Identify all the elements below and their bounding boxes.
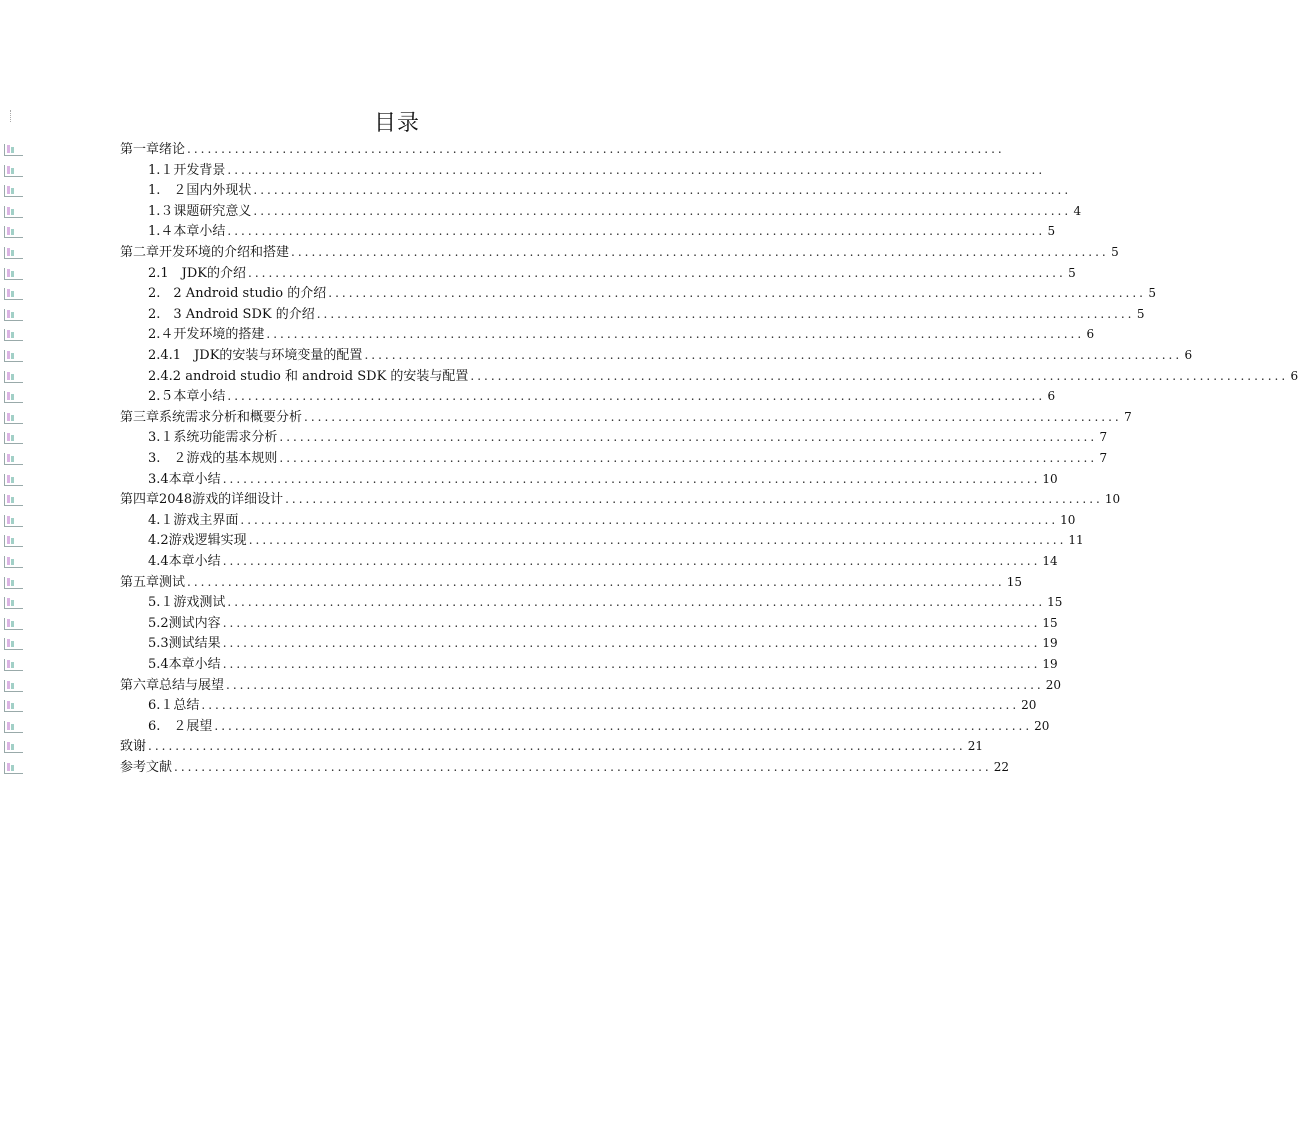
dot-leader: ........................................................................................................................: [253, 204, 1072, 218]
dot-leader: ........................................................................................................................: [364, 348, 1183, 362]
toc-entry[interactable]: [148, 695, 1037, 715]
dot-leader: ........................................................................................................................: [222, 472, 1041, 486]
field-marker-icon: [4, 412, 23, 424]
toc-entry[interactable]: [120, 242, 1119, 262]
dot-leader: ........................................................................................................................: [248, 266, 1066, 280]
toc-entry-label: 5.１游戏测试: [148, 595, 226, 610]
field-marker-icon: [4, 741, 23, 753]
toc-entry[interactable]: [148, 530, 1084, 550]
field-marker-icon: [4, 535, 23, 547]
field-marker-icon: [4, 453, 23, 465]
field-marker-icon: [4, 247, 23, 259]
dot-leader: ........................................................................................................................: [214, 719, 1033, 733]
toc-entry-label: 3.4本章小结: [148, 472, 221, 487]
toc-entry-page: 4: [1073, 204, 1082, 218]
toc-entry-page: 6: [1086, 327, 1095, 341]
toc-entry-label: 第六章总结与展望: [120, 678, 225, 693]
toc-entry-page: 22: [993, 760, 1010, 774]
dot-leader: ........................................................................................................................: [222, 616, 1041, 630]
toc-entry-label: 参考文献: [120, 760, 173, 775]
dot-leader: ........................................................................................................................: [222, 657, 1041, 671]
field-marker-icon: [4, 494, 23, 506]
toc-entry-page: 6: [1290, 369, 1298, 383]
field-marker-icon: [4, 206, 23, 218]
toc-entry-label: 1.３课题研究意义: [148, 204, 252, 219]
dot-leader: ........................................................................................................................: [266, 327, 1085, 341]
toc-entry[interactable]: [148, 160, 1046, 180]
toc-entry[interactable]: [148, 221, 1056, 241]
field-marker-icon: [4, 515, 23, 527]
toc-entry-label: 5.3测试结果: [148, 636, 221, 651]
toc-entry-label: 2. 2 Android studio 的介绍: [148, 286, 327, 301]
dot-leader: ........................................................................................................................: [227, 224, 1046, 238]
toc-entry-label: 第四章2048游戏的详细设计: [120, 492, 284, 507]
field-marker-icon: [4, 371, 23, 383]
toc-entry-page: 10: [1042, 472, 1058, 486]
toc-entry-label: 6. ２展望: [148, 719, 213, 734]
toc-entry-label: 1.４本章小结: [148, 224, 226, 239]
toc-entry-label: 第五章测试: [120, 575, 186, 590]
toc-entry-label: 2.4.2 android studio 和 android SDK 的安装与配置: [148, 369, 469, 384]
toc-entry-label: 1.１开发背景: [148, 163, 226, 178]
toc-entry-page: 5: [1111, 245, 1119, 259]
dot-leader: ........................................................................................................................: [222, 636, 1041, 650]
dot-leader: ........................................................................................................................: [470, 369, 1289, 383]
field-marker-icon: [4, 309, 23, 321]
toc-entry[interactable]: [148, 716, 1050, 736]
toc-entry[interactable]: [120, 407, 1132, 427]
toc-entry-label: 5.2测试内容: [148, 616, 221, 631]
toc-entry-page: 10: [1060, 513, 1076, 527]
toc-entry-label: 6.１总结: [148, 698, 200, 713]
toc-entry-page: 5: [1068, 266, 1076, 280]
dot-leader: ........................................................................................................................: [291, 245, 1109, 259]
field-marker-icon: [4, 762, 23, 774]
toc-entry-label: 2. 3 Android SDK 的介绍: [148, 307, 315, 322]
toc-entry-page: 21: [967, 739, 984, 753]
toc-entry[interactable]: [148, 180, 1072, 200]
toc-entry-page: 5: [1148, 286, 1156, 300]
dot-leader: ........................................................................................................................: [227, 163, 1046, 177]
toc-entry[interactable]: [148, 469, 1058, 489]
dot-leader: ........................................................................................................................: [174, 760, 992, 774]
field-marker-icon: [4, 474, 23, 486]
dot-leader: ........................................................................................................................: [201, 698, 1020, 712]
toc-entry-page: 15: [1042, 616, 1058, 630]
toc-entry-page: 15: [1047, 595, 1063, 609]
toc-entry[interactable]: [120, 757, 1010, 777]
field-marker-icon: [4, 329, 23, 341]
dot-leader: ........................................................................................................................: [279, 451, 1098, 465]
toc-entry[interactable]: [148, 633, 1058, 653]
toc-entry-label: 3. ２游戏的基本规则: [148, 451, 278, 466]
toc-entry[interactable]: [148, 448, 1108, 468]
field-marker-icon: [4, 165, 23, 177]
dot-leader: ........................................................................................................................: [240, 513, 1059, 527]
field-marker-icon: [4, 721, 23, 733]
dot-leader: ........................................................................................................................: [316, 307, 1135, 321]
toc-entry-label: 4.4本章小结: [148, 554, 221, 569]
toc-entry[interactable]: [148, 551, 1058, 571]
toc-entry-page: 14: [1042, 554, 1058, 568]
toc-entry[interactable]: [148, 386, 1056, 406]
toc-entry-page: 20: [1034, 719, 1050, 733]
toc-entry[interactable]: [148, 201, 1082, 221]
toc-entry[interactable]: [120, 572, 1023, 592]
dot-leader: ........................................................................................................................: [253, 183, 1072, 197]
dot-leader: ........................................................................................................................: [328, 286, 1146, 300]
field-marker-icon: [4, 556, 23, 568]
toc-entry-page: 20: [1045, 678, 1062, 692]
toc-entry-label: 1. ２国内外现状: [148, 183, 252, 198]
toc-entry[interactable]: [148, 263, 1076, 283]
page-title: 目录: [373, 111, 420, 136]
dot-leader: ........................................................................................................................: [187, 142, 1005, 156]
field-marker-icon: [4, 144, 23, 156]
toc-entry-label: 4.１游戏主界面: [148, 513, 239, 528]
toc-entry[interactable]: [120, 489, 1121, 509]
field-marker-icon: [4, 680, 23, 692]
field-marker-icon: [4, 618, 23, 630]
toc-entry-page: 7: [1124, 410, 1132, 424]
dot-leader: ........................................................................................................................: [222, 554, 1041, 568]
field-marker-icon: [4, 288, 23, 300]
toc-entry[interactable]: [148, 283, 1156, 303]
dot-leader: ........................................................................................................................: [227, 595, 1046, 609]
toc-entry[interactable]: [120, 736, 984, 756]
toc-entry-page: 20: [1021, 698, 1037, 712]
toc-entry-label: 第一章绪论: [120, 142, 186, 157]
field-marker-icon: [4, 432, 23, 444]
toc-entry[interactable]: [148, 613, 1058, 633]
dot-leader: ........................................................................................................................: [227, 389, 1046, 403]
toc-entry[interactable]: [120, 139, 1005, 159]
toc-entry[interactable]: [148, 345, 1193, 365]
toc-entry[interactable]: [148, 304, 1145, 324]
dot-leader: ........................................................................................................................: [279, 430, 1098, 444]
toc-entry[interactable]: [120, 675, 1062, 695]
dot-leader: ........................................................................................................................: [187, 575, 1005, 589]
toc-entry-page: 11: [1068, 533, 1084, 547]
toc-entry-page: 19: [1042, 657, 1058, 671]
field-marker-icon: [4, 391, 23, 403]
dot-leader: ........................................................................................................................: [304, 410, 1122, 424]
field-marker-icon: [4, 659, 23, 671]
toc-entry-page: 7: [1099, 451, 1108, 465]
field-marker-icon: [4, 268, 23, 280]
toc-entry[interactable]: [148, 592, 1063, 612]
dot-leader: ........................................................................................................................: [226, 678, 1044, 692]
field-marker-icon: [4, 226, 23, 238]
dot-leader: ........................................................................................................................: [148, 739, 966, 753]
toc-entry-page: 5: [1136, 307, 1145, 321]
toc-entry-label: 5.4本章小结: [148, 657, 221, 672]
dot-leader: ........................................................................................................................: [285, 492, 1103, 506]
toc-entry-label: 第三章系统需求分析和概要分析: [120, 410, 303, 425]
toc-entry-label: 2.1 JDK的介绍: [148, 266, 247, 281]
toc-entry[interactable]: [148, 324, 1095, 344]
toc-entry-label: 2.５本章小结: [148, 389, 226, 404]
toc-entry-page: 10: [1104, 492, 1121, 506]
field-marker-icon: [4, 350, 23, 362]
field-marker-icon: [4, 577, 23, 589]
toc-entry-page: 6: [1184, 348, 1193, 362]
field-marker-icon: [4, 700, 23, 712]
toc-entry-label: 2.４开发环境的搭建: [148, 327, 265, 342]
toc-entry-page: 7: [1099, 430, 1108, 444]
toc-entry-page: 15: [1006, 575, 1023, 589]
toc-entry[interactable]: [148, 366, 1298, 386]
toc-entry-page: 5: [1047, 224, 1056, 238]
toc-entry-label: 3.１系统功能需求分析: [148, 430, 278, 445]
toc-entry-label: 4.2游戏逻辑实现: [148, 533, 247, 548]
toc-entry-label: 2.4.1 JDK的安装与环境变量的配置: [148, 348, 363, 363]
dot-leader: ........................................................................................................................: [248, 533, 1067, 547]
toc-entry-page: 6: [1047, 389, 1056, 403]
toc-entry[interactable]: [148, 510, 1076, 530]
toc-entry-page: 19: [1042, 636, 1058, 650]
field-marker-icon: [4, 185, 23, 197]
toc-entry[interactable]: [148, 654, 1058, 674]
toc-entry[interactable]: [148, 427, 1108, 447]
field-marker-icon: [4, 597, 23, 609]
field-marker-icon: [4, 638, 23, 650]
toc-entry-label: 致谢: [120, 739, 147, 754]
toc-entry-label: 第二章开发环境的介绍和搭建: [120, 245, 290, 260]
